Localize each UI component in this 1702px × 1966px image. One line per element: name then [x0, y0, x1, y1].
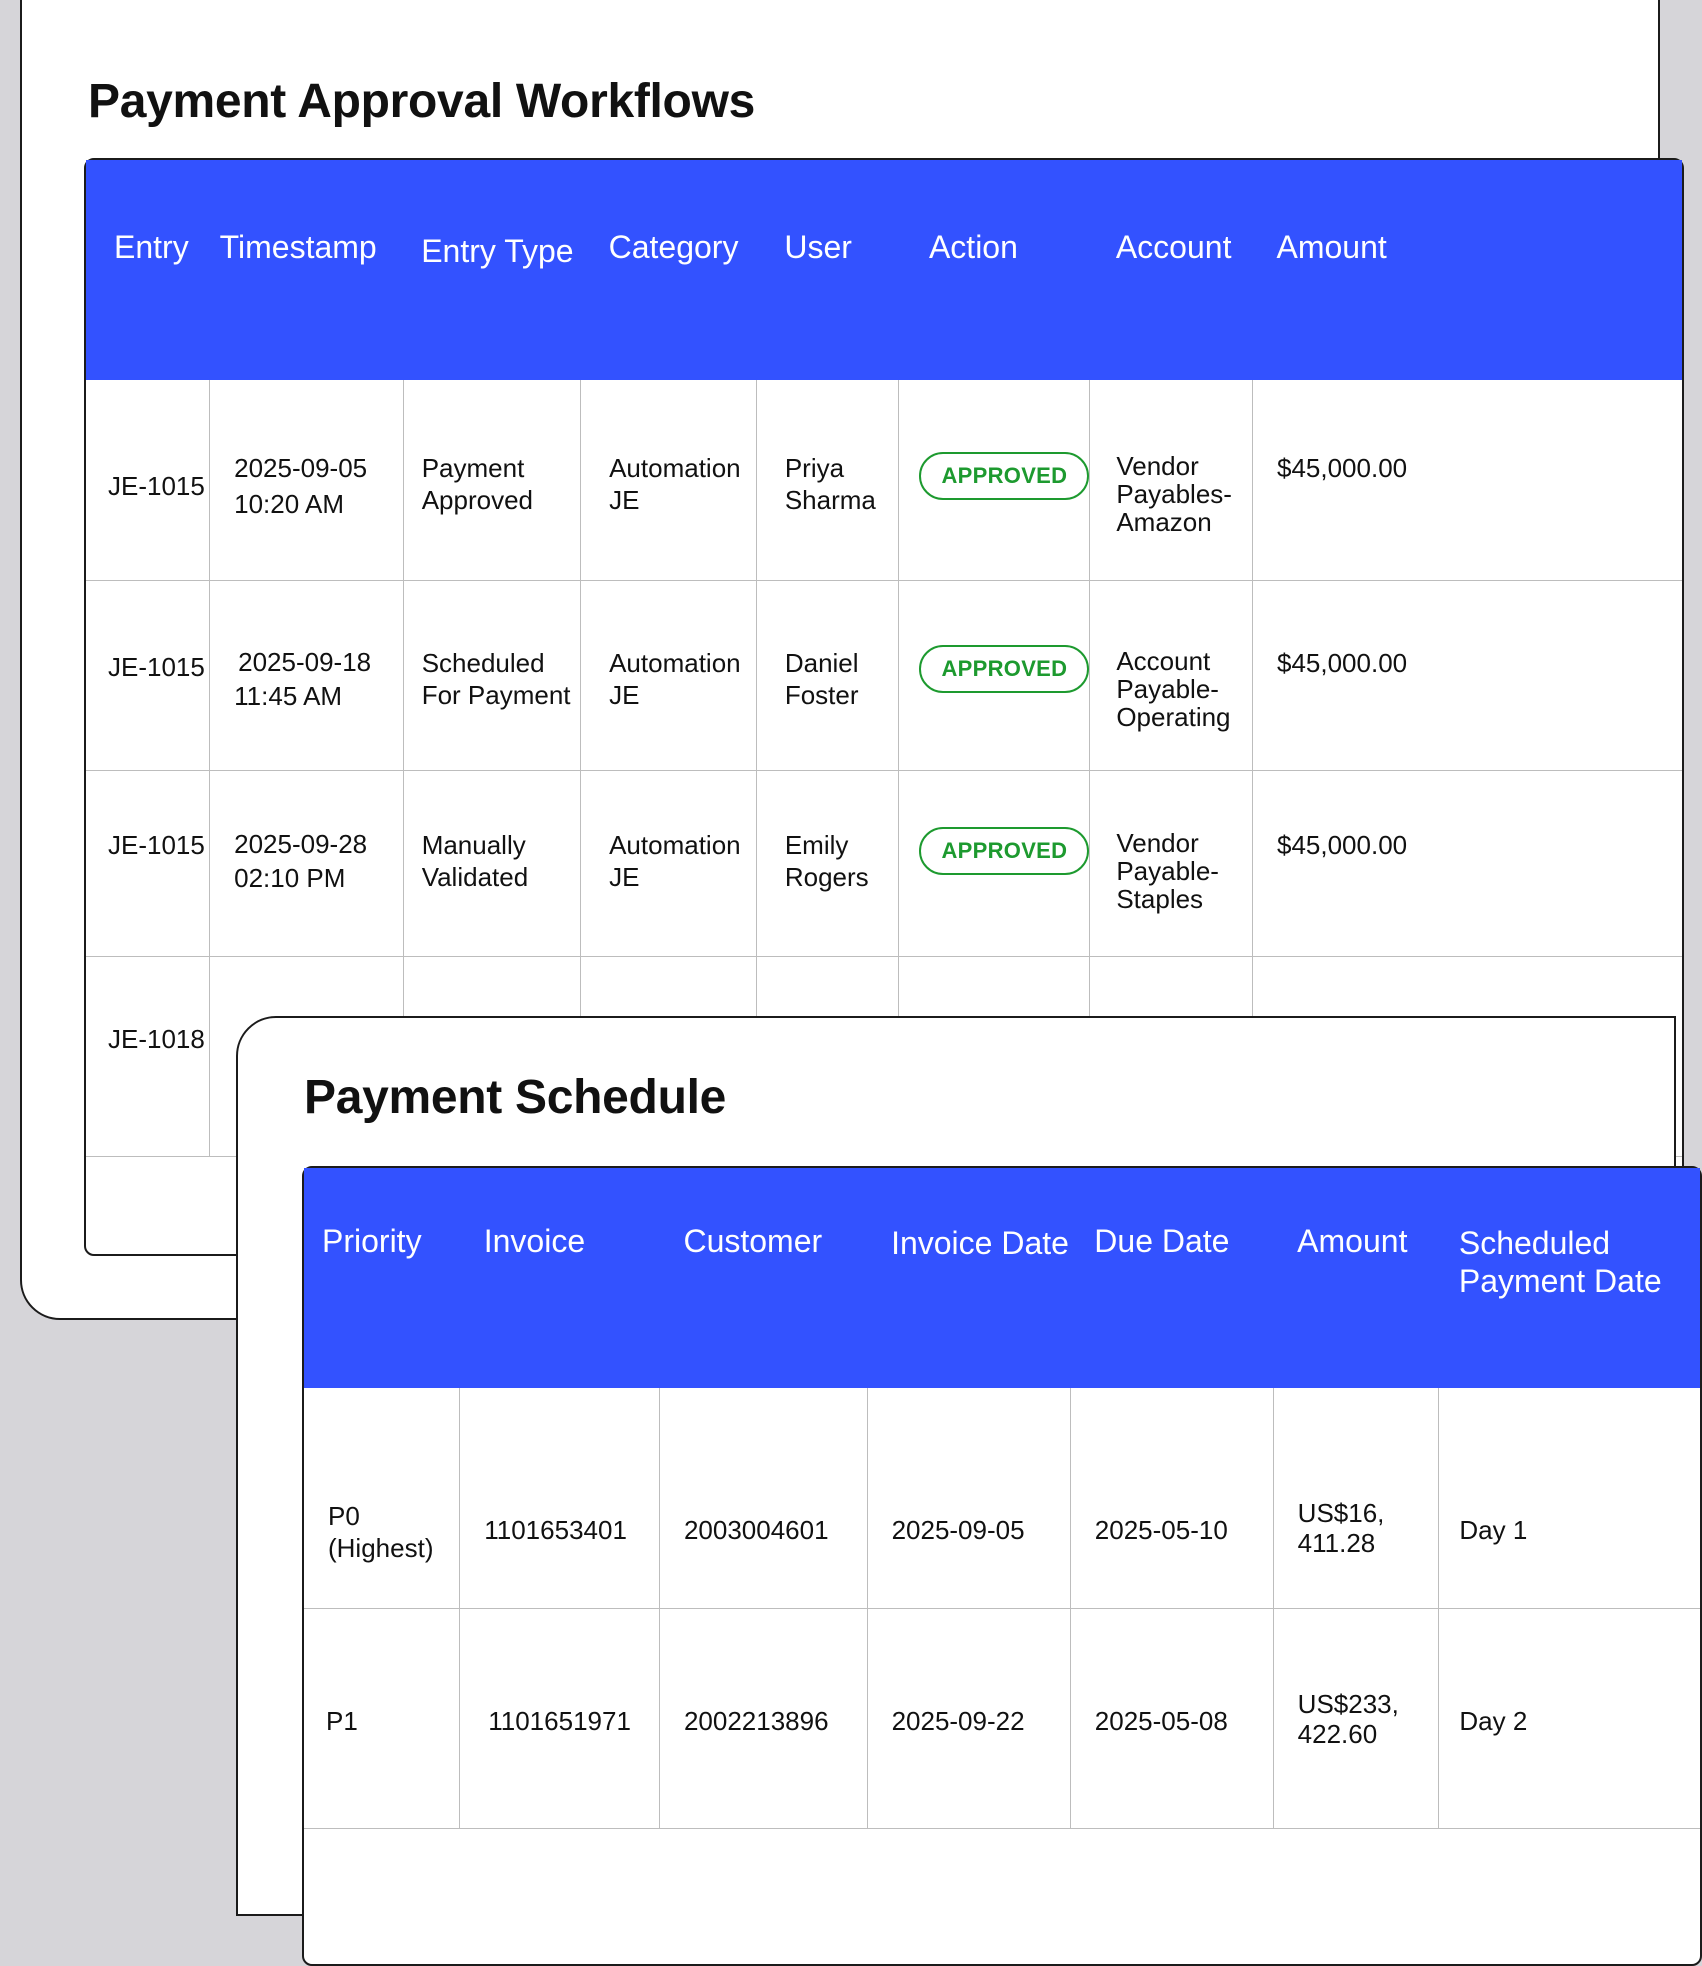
col-header-entry[interactable]: Entry — [86, 160, 210, 380]
invoice-cell: 1101651971 — [460, 1608, 660, 1828]
user-line: Emily — [784, 829, 849, 860]
entry-cell: JE-1015 — [86, 380, 210, 580]
col-header-priority[interactable]: Priority — [304, 1168, 460, 1388]
payment-schedule-card — [236, 1016, 1676, 1916]
amount-cell: $45,000.00 — [1252, 380, 1682, 580]
approval-header-row — [86, 160, 1682, 380]
schedule-table-frame — [302, 1166, 1702, 1966]
col-header-due-date[interactable]: Due Date — [1070, 1168, 1273, 1388]
user-line: Sharma — [784, 485, 876, 515]
timestamp-cell — [210, 580, 404, 770]
status-badge: APPROVED — [919, 827, 1089, 875]
col-header-customer[interactable]: Customer — [659, 1168, 867, 1388]
status-badge: APPROVED — [919, 452, 1089, 500]
col-header-amount[interactable]: Amount — [1273, 1168, 1439, 1388]
category-line: JE — [609, 679, 640, 710]
user-cell — [756, 770, 899, 956]
status-badge: APPROVED — [919, 645, 1089, 693]
col-header-invoice[interactable]: Invoice — [460, 1168, 660, 1388]
col-header-category[interactable]: Category — [581, 160, 757, 380]
amount-cell: $45,000.00 — [1252, 580, 1682, 770]
col-header-action[interactable]: Action — [899, 160, 1090, 380]
action-cell — [899, 580, 1090, 770]
entry-type-cell — [403, 380, 580, 580]
priority-cell — [304, 1608, 460, 1828]
customer-cell: 2003004601 — [659, 1388, 867, 1608]
amount-line: 422.60 — [1297, 1718, 1378, 1749]
account-line: Staples — [1116, 883, 1204, 914]
account-cell — [1090, 380, 1253, 580]
timestamp-time: 11:45 AM — [234, 680, 343, 711]
action-cell — [899, 380, 1090, 580]
account-cell — [1090, 770, 1253, 956]
category-line: Automation — [609, 829, 741, 860]
user-line: Daniel — [784, 647, 859, 678]
amount-line: US$233, — [1297, 1688, 1399, 1719]
priority-line: P0 — [328, 1501, 360, 1531]
entry-type-line: Scheduled — [421, 647, 545, 678]
timestamp-cell — [210, 770, 404, 956]
col-header-account[interactable]: Account — [1090, 160, 1253, 380]
col-header-scheduled-payment-date[interactable]: Scheduled Payment Date — [1439, 1168, 1700, 1388]
invoice-date-cell: 2025-09-05 — [867, 1388, 1070, 1608]
category-cell — [581, 380, 757, 580]
user-cell — [756, 380, 899, 580]
account-line: Amazon — [1116, 507, 1212, 537]
approval-title: Payment Approval Workflows — [88, 75, 756, 128]
entry-type-line: Validated — [421, 861, 529, 892]
col-header-invoice-date[interactable]: Invoice Date — [867, 1168, 1070, 1388]
priority-line: (Highest) — [328, 1533, 434, 1563]
account-line: Account — [1116, 645, 1211, 676]
priority-cell — [304, 1388, 460, 1608]
account-cell — [1090, 580, 1253, 770]
amount-line: 411.28 — [1297, 1528, 1376, 1558]
entry-type-line: For Payment — [421, 679, 571, 710]
user-line: Priya — [784, 453, 845, 483]
user-line: Rogers — [784, 861, 869, 892]
due-date-cell: 2025-05-08 — [1070, 1608, 1273, 1828]
timestamp-date: 2025-09-18 — [238, 646, 372, 677]
priority-line: P1 — [326, 1705, 358, 1736]
timestamp-date: 2025-09-05 — [234, 453, 368, 483]
table-row[interactable] — [86, 770, 1682, 956]
entry-type-line: Approved — [421, 485, 533, 515]
account-line: Vendor — [1116, 451, 1199, 481]
account-line: Payable- — [1116, 855, 1219, 886]
schedule-table — [304, 1168, 1700, 1829]
timestamp-time: 10:20 AM — [234, 489, 344, 519]
approval-table — [86, 160, 1682, 1157]
entry-cell: JE-1018 — [86, 956, 210, 1156]
entry-type-line: Manually — [421, 829, 526, 860]
action-cell — [899, 770, 1090, 956]
entry-type-cell — [403, 580, 580, 770]
account-line: Operating — [1116, 701, 1231, 732]
col-header-timestamp[interactable]: Timestamp — [210, 160, 404, 380]
amount-line: US$16, — [1297, 1498, 1385, 1528]
scheduled-date-cell: Day 1 — [1439, 1388, 1700, 1608]
table-row[interactable] — [86, 380, 1682, 580]
entry-type-line: Payment — [421, 453, 525, 483]
table-row[interactable] — [304, 1608, 1700, 1828]
category-line: Automation — [609, 647, 741, 678]
category-line: Automation — [609, 453, 741, 483]
schedule-header-row — [304, 1168, 1700, 1388]
scheduled-date-cell: Day 2 — [1439, 1608, 1700, 1828]
category-line: JE — [609, 861, 640, 892]
due-date-cell: 2025-05-10 — [1070, 1388, 1273, 1608]
user-cell — [756, 580, 899, 770]
invoice-date-cell: 2025-09-22 — [867, 1608, 1070, 1828]
col-header-user[interactable]: User — [756, 160, 899, 380]
invoice-cell: 1101653401 — [460, 1388, 660, 1608]
account-line: Payable- — [1116, 673, 1219, 704]
entry-cell: JE-1015 — [86, 580, 210, 770]
schedule-title: Payment Schedule — [304, 1071, 727, 1124]
timestamp-date: 2025-09-28 — [234, 828, 368, 859]
account-line: Vendor — [1116, 827, 1199, 858]
timestamp-cell — [210, 380, 404, 580]
user-line: Foster — [784, 679, 859, 710]
amount-cell: $45,000.00 — [1252, 770, 1682, 956]
category-cell — [581, 580, 757, 770]
entry-type-cell — [403, 770, 580, 956]
entry-cell: JE-1015 — [86, 770, 210, 956]
category-line: JE — [609, 485, 640, 515]
category-cell — [581, 770, 757, 956]
amount-cell — [1273, 1608, 1439, 1828]
table-row[interactable] — [86, 580, 1682, 770]
account-line: Payables- — [1116, 479, 1232, 509]
table-row[interactable] — [304, 1388, 1700, 1608]
col-header-entry-type[interactable]: Entry Type — [403, 160, 580, 380]
customer-cell: 2002213896 — [659, 1608, 867, 1828]
col-header-amount[interactable]: Amount — [1252, 160, 1682, 380]
amount-cell — [1273, 1388, 1439, 1608]
timestamp-time: 02:10 PM — [234, 862, 346, 893]
